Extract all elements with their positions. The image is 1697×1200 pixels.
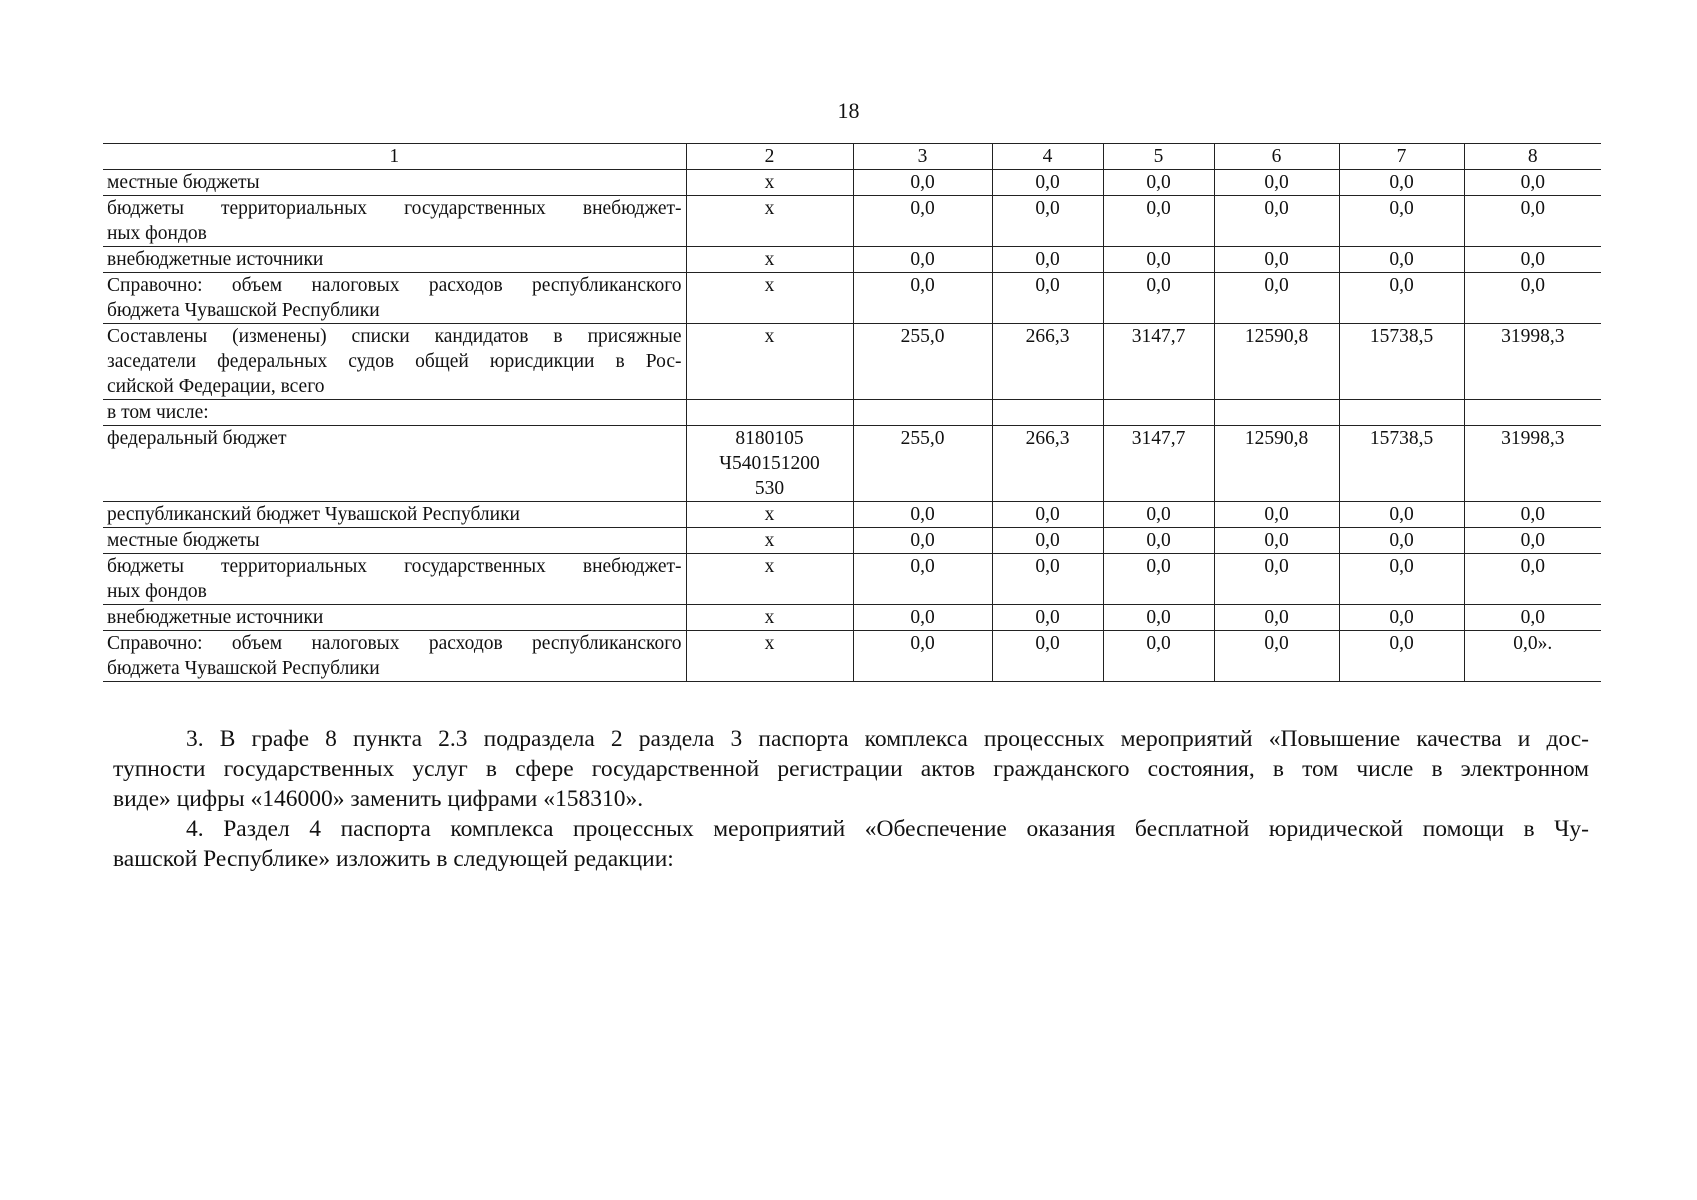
row-code-cell	[686, 324, 853, 400]
page-number: 18	[837, 98, 860, 123]
row-value-cell: 0,0	[1214, 170, 1339, 196]
row-value-cell: 0,0	[853, 502, 992, 528]
row-name-line: бюджеты территориальных государственных внебюджет-	[107, 556, 682, 577]
row-value-cell: 12590,8	[1214, 324, 1339, 400]
row-value-cell: 12590,8	[1214, 426, 1339, 502]
row-code-cell	[686, 631, 853, 682]
body-paragraph-line: тупности государственных услуг в сфере государственной регистрации актов гражданского состояния, в том числе в электронном	[113, 756, 1589, 782]
table-row	[103, 324, 1601, 400]
row-code-line: х	[764, 275, 775, 296]
row-value-cell	[1103, 400, 1214, 426]
row-value-cell: 0,0	[1339, 196, 1464, 247]
row-name-cell	[103, 426, 686, 502]
row-value-cell: 0,0	[1103, 605, 1214, 631]
row-code-line: х	[764, 249, 775, 270]
row-value-cell: 0,0	[1214, 273, 1339, 324]
row-value-cell: 0,0	[1464, 502, 1601, 528]
row-name-line: бюджеты территориальных государственных внебюджет-	[107, 198, 682, 219]
row-code-line: Ч540151200	[719, 453, 820, 474]
row-name-line: внебюджетные источники	[107, 607, 324, 628]
row-value-cell: 0,0	[1103, 554, 1214, 605]
row-value-cell: 0,0	[1214, 554, 1339, 605]
row-name-line: в том числе:	[107, 402, 209, 423]
row-code-cell	[686, 247, 853, 273]
row-value-cell: 3147,7	[1103, 426, 1214, 502]
row-code-cell	[686, 196, 853, 247]
row-value-cell: 0,0	[1103, 273, 1214, 324]
row-value-cell: 0,0	[992, 528, 1103, 554]
row-value-cell: 15738,5	[1339, 324, 1464, 400]
row-code-line: х	[764, 633, 775, 654]
row-code-cell	[686, 528, 853, 554]
row-value-cell	[1464, 400, 1601, 426]
row-value-cell: 0,0	[1339, 247, 1464, 273]
table-row	[103, 247, 1601, 273]
row-code-line: 530	[754, 478, 785, 499]
table-row	[103, 605, 1601, 631]
row-value-cell: 0,0	[1214, 247, 1339, 273]
row-value-cell: 0,0	[1214, 196, 1339, 247]
column-header: 5	[1103, 144, 1214, 170]
row-name-line: Составлены (изменены) списки кандидатов в присяжные	[107, 326, 682, 347]
body-paragraph	[113, 724, 1589, 814]
row-name-cell	[103, 324, 686, 400]
row-value-cell	[1214, 400, 1339, 426]
row-value-cell: 0,0	[1214, 605, 1339, 631]
budget-table	[103, 143, 1601, 682]
column-header: 3	[853, 144, 992, 170]
body-paragraph-line: виде» цифры «146000» заменить цифрами «158310».	[113, 786, 644, 812]
row-value-cell: 266,3	[992, 426, 1103, 502]
table-header-row	[103, 144, 1601, 170]
row-value-cell: 0,0	[1464, 528, 1601, 554]
row-code-line: 8180105	[735, 428, 804, 449]
row-value-cell: 31998,3	[1464, 426, 1601, 502]
table-row	[103, 528, 1601, 554]
row-value-cell	[992, 400, 1103, 426]
row-code-line: х	[764, 326, 775, 347]
row-value-cell: 0,0	[853, 170, 992, 196]
row-value-cell: 255,0	[853, 426, 992, 502]
row-code-cell	[686, 426, 853, 502]
row-name-cell	[103, 170, 686, 196]
row-value-cell: 0,0	[992, 554, 1103, 605]
row-value-cell: 0,0	[1339, 528, 1464, 554]
body-paragraph-line: 3. В графе 8 пункта 2.3 подраздела 2 раздела 3 паспорта комплекса процессных мероприятий «Повышение качества и дос-	[186, 726, 1589, 752]
row-value-cell: 31998,3	[1464, 324, 1601, 400]
table-row	[103, 400, 1601, 426]
row-value-cell: 0,0	[1339, 170, 1464, 196]
row-value-cell: 0,0	[1103, 502, 1214, 528]
body-paragraph-line: вашской Республике» изложить в следующей редакции:	[113, 846, 674, 872]
row-value-cell: 15738,5	[1339, 426, 1464, 502]
row-value-cell	[1339, 400, 1464, 426]
row-name-cell	[103, 247, 686, 273]
row-code-cell	[686, 170, 853, 196]
row-value-cell: 0,0	[853, 273, 992, 324]
row-value-cell: 0,0	[853, 554, 992, 605]
row-value-cell: 0,0	[1464, 196, 1601, 247]
row-name-cell	[103, 631, 686, 682]
row-value-cell: 0,0	[853, 528, 992, 554]
row-value-cell: 0,0	[1339, 554, 1464, 605]
row-name-cell	[103, 528, 686, 554]
row-code-cell	[686, 554, 853, 605]
row-value-cell: 0,0	[853, 196, 992, 247]
row-value-cell: 0,0	[992, 247, 1103, 273]
row-code-line: х	[764, 172, 775, 193]
row-name-line: сийской Федерации, всего	[107, 376, 325, 397]
row-value-cell: 3147,7	[1103, 324, 1214, 400]
row-code-line: х	[764, 198, 775, 219]
body-paragraph	[113, 814, 1589, 874]
row-name-line: ных фондов	[107, 223, 207, 244]
column-header: 2	[686, 144, 853, 170]
row-code-cell	[686, 502, 853, 528]
table-row	[103, 631, 1601, 682]
row-value-cell: 0,0	[1214, 502, 1339, 528]
row-value-cell: 266,3	[992, 324, 1103, 400]
row-code-cell	[686, 605, 853, 631]
table-row	[103, 426, 1601, 502]
row-name-cell	[103, 196, 686, 247]
row-value-cell: 0,0	[1103, 196, 1214, 247]
row-name-line: заседатели федеральных судов общей юрисдикции в Рос-	[107, 351, 682, 372]
row-name-line: федеральный бюджет	[107, 428, 287, 449]
column-header: 4	[992, 144, 1103, 170]
row-value-cell: 0,0	[1464, 554, 1601, 605]
row-name-cell	[103, 502, 686, 528]
row-name-line: ных фондов	[107, 581, 207, 602]
row-value-cell: 0,0	[1103, 528, 1214, 554]
row-value-cell: 0,0	[853, 631, 992, 682]
row-name-cell	[103, 273, 686, 324]
row-value-cell: 0,0	[1214, 528, 1339, 554]
row-name-line: республиканский бюджет Чувашской Республики	[107, 504, 520, 525]
column-header: 7	[1339, 144, 1464, 170]
row-value-cell: 0,0».	[1464, 631, 1601, 682]
table-body	[103, 144, 1601, 682]
row-code-line	[691, 400, 849, 425]
row-value-cell: 0,0	[1464, 170, 1601, 196]
row-code-line: х	[764, 504, 775, 525]
row-code-line: х	[764, 607, 775, 628]
row-value-cell: 0,0	[1339, 273, 1464, 324]
row-value-cell: 0,0	[1464, 605, 1601, 631]
row-value-cell: 0,0	[1339, 502, 1464, 528]
row-value-cell: 0,0	[1214, 631, 1339, 682]
row-value-cell: 0,0	[992, 605, 1103, 631]
row-value-cell: 0,0	[992, 196, 1103, 247]
body-text	[113, 724, 1589, 874]
row-value-cell: 0,0	[1103, 247, 1214, 273]
row-value-cell	[853, 400, 992, 426]
row-name-line: бюджета Чувашской Республики	[107, 658, 380, 679]
column-header: 6	[1214, 144, 1339, 170]
row-name-line: внебюджетные источники	[107, 249, 324, 270]
column-header: 8	[1464, 144, 1601, 170]
row-value-cell: 0,0	[1339, 605, 1464, 631]
row-value-cell: 0,0	[1103, 631, 1214, 682]
table-row	[103, 273, 1601, 324]
column-header: 1	[103, 144, 686, 170]
row-code-line: х	[764, 530, 775, 551]
row-value-cell: 0,0	[992, 170, 1103, 196]
row-name-cell	[103, 400, 686, 426]
row-name-line: местные бюджеты	[107, 530, 260, 551]
table-row	[103, 170, 1601, 196]
row-name-line: бюджета Чувашской Республики	[107, 300, 380, 321]
row-value-cell: 0,0	[992, 631, 1103, 682]
row-value-cell: 0,0	[1464, 273, 1601, 324]
table-row	[103, 196, 1601, 247]
row-code-line: х	[764, 556, 775, 577]
row-value-cell: 0,0	[992, 502, 1103, 528]
table-row	[103, 554, 1601, 605]
row-code-cell	[686, 400, 853, 426]
body-paragraph-line: 4. Раздел 4 паспорта комплекса процессных мероприятий «Обеспечение оказания бесплатной юридической помощи в Чу-	[186, 816, 1589, 842]
row-value-cell: 0,0	[1339, 631, 1464, 682]
row-value-cell: 0,0	[1103, 170, 1214, 196]
row-value-cell: 255,0	[853, 324, 992, 400]
row-name-cell	[103, 605, 686, 631]
row-name-cell	[103, 554, 686, 605]
row-name-line: местные бюджеты	[107, 172, 260, 193]
row-code-cell	[686, 273, 853, 324]
row-value-cell: 0,0	[992, 273, 1103, 324]
row-name-line: Справочно: объем налоговых расходов республиканского	[107, 633, 682, 654]
table-row	[103, 502, 1601, 528]
row-value-cell: 0,0	[853, 605, 992, 631]
row-value-cell: 0,0	[1464, 247, 1601, 273]
row-value-cell: 0,0	[853, 247, 992, 273]
row-name-line: Справочно: объем налоговых расходов республиканского	[107, 275, 682, 296]
